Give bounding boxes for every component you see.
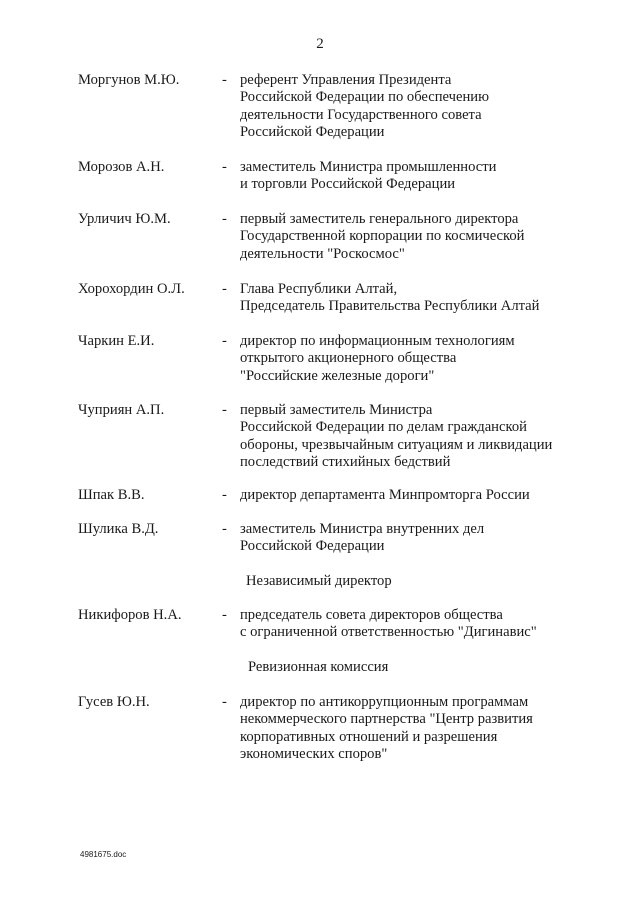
person-position xyxy=(240,211,580,263)
person-name: Гусев Ю.Н. xyxy=(78,694,150,710)
position-line: Глава Республики Алтай, xyxy=(240,281,398,297)
document-footer: 4981675.doc xyxy=(80,850,127,859)
position-line: Российской Федерации xyxy=(240,124,385,141)
person-name: Чаркин Е.И. xyxy=(78,333,155,349)
position-line: директор по антикоррупционным программам xyxy=(240,694,529,710)
person-position xyxy=(240,159,580,194)
dash-separator: - xyxy=(222,159,227,175)
person-name: Моргунов М.Ю. xyxy=(78,72,180,88)
position-line: деятельности Государственного совета xyxy=(240,106,482,123)
person-name: Хорохордин О.Л. xyxy=(78,281,185,297)
position-line: референт Управления Президента xyxy=(240,72,452,88)
dash-separator: - xyxy=(222,487,227,503)
person-position xyxy=(240,281,580,316)
dash-separator: - xyxy=(222,281,227,297)
position-line: Председатель Правительства Республики Алтай xyxy=(240,298,540,315)
person-position xyxy=(240,694,580,764)
position-line: с ограниченной ответственностью "Дигинавис" xyxy=(240,624,537,641)
position-line: директор по информационным технологиям xyxy=(240,333,515,349)
position-line: Государственной корпорации по космической xyxy=(240,228,525,245)
person-name: Урличич Ю.М. xyxy=(78,211,171,227)
section-title-independent-director: Независимый директор xyxy=(246,573,392,589)
dash-separator: - xyxy=(222,211,227,227)
person-name: Никифоров Н.А. xyxy=(78,607,182,623)
position-line: директор департамента Минпромторга России xyxy=(240,487,530,503)
position-line: заместитель Министра промышленности xyxy=(240,159,497,175)
dash-separator: - xyxy=(222,333,227,349)
position-line: деятельности "Роскосмос" xyxy=(240,245,405,262)
position-line: первый заместитель генерального директора xyxy=(240,211,519,227)
position-line: открытого акционерного общества xyxy=(240,350,457,367)
person-position xyxy=(240,487,580,504)
position-line: последствий стихийных бедствий xyxy=(240,454,451,471)
position-line: заместитель Министра внутренних дел xyxy=(240,521,485,537)
position-line: обороны, чрезвычайным ситуациям и ликвидации xyxy=(240,436,553,453)
position-line: экономических споров" xyxy=(240,746,388,763)
person-name: Чуприян А.П. xyxy=(78,402,165,418)
person-position xyxy=(240,521,580,556)
person-name: Шулика В.Д. xyxy=(78,521,159,537)
person-position xyxy=(240,333,580,385)
position-line: Российской Федерации по обеспечению xyxy=(240,89,490,106)
position-line: Российской Федерации по делам гражданской xyxy=(240,419,527,436)
person-name: Морозов А.Н. xyxy=(78,159,165,175)
position-line: некоммерческого партнерства "Центр развития xyxy=(240,711,533,728)
position-line: председатель совета директоров общества xyxy=(240,607,503,623)
position-line: первый заместитель Министра xyxy=(240,402,433,418)
position-line: Российской Федерации xyxy=(240,538,385,555)
person-position xyxy=(240,402,580,472)
position-line: и торговли Российской Федерации xyxy=(240,176,456,193)
position-line: "Российские железные дороги" xyxy=(240,367,435,384)
person-position xyxy=(240,72,580,142)
position-line: корпоративных отношений и разрешения xyxy=(240,728,498,745)
person-position xyxy=(240,607,580,642)
person-name: Шпак В.В. xyxy=(78,487,145,503)
dash-separator: - xyxy=(222,402,227,418)
dash-separator: - xyxy=(222,521,227,537)
dash-separator: - xyxy=(222,607,227,623)
page-number: 2 xyxy=(316,36,324,52)
dash-separator: - xyxy=(222,72,227,88)
dash-separator: - xyxy=(222,694,227,710)
section-title-audit-commission: Ревизионная комиссия xyxy=(248,659,389,675)
